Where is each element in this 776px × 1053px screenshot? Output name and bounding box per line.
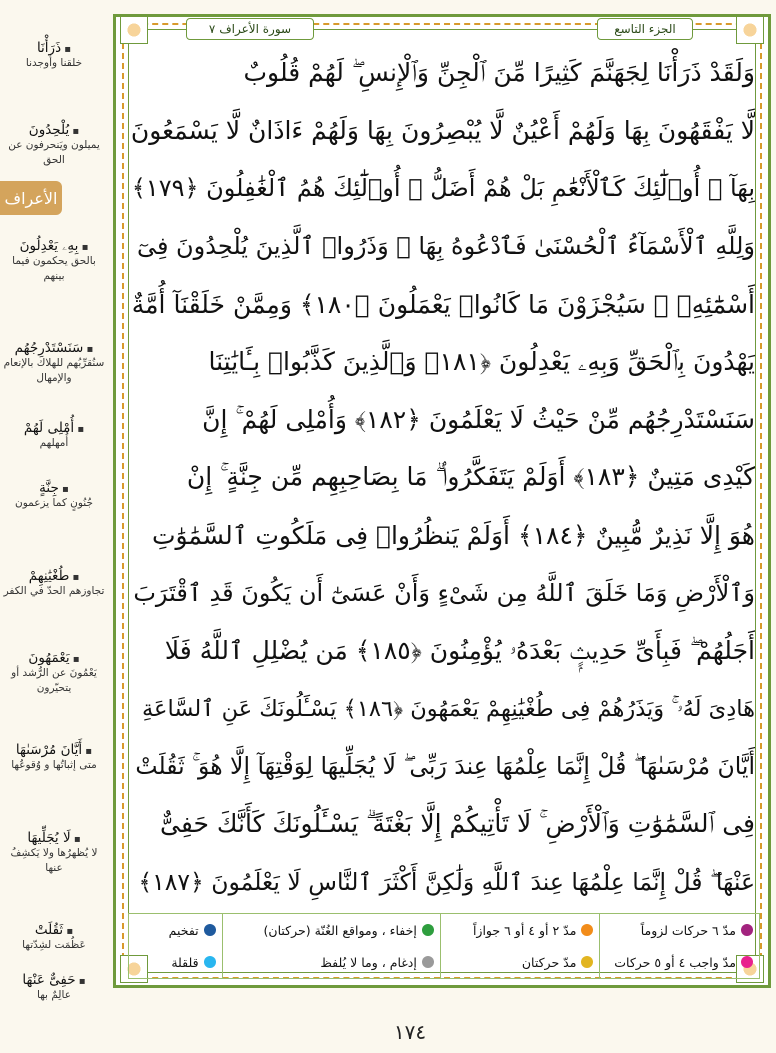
gloss-item (2, 420, 106, 451)
legend-column (599, 914, 759, 978)
legend-label: إخفاء ، ومواقع الغُنّة (حركتان) (263, 922, 417, 938)
gloss-meaning: تجاوزهم الحدّ في الكفر (3, 585, 105, 597)
legend-item (606, 955, 753, 970)
gloss-word: ▪ حَفِىٌّ عَنْهَا (2, 972, 106, 988)
gloss-meaning: يَعْمُونَ عن الرُّشد أو يتحيّرون (11, 667, 97, 695)
gloss-meaning: عالِمٌ بها (37, 989, 71, 1001)
corner-ornament-icon (120, 16, 148, 44)
verse-line (130, 102, 755, 160)
legend-item (447, 923, 594, 938)
verse-line (130, 853, 755, 911)
gloss-item (2, 238, 106, 284)
verse-text: أَجَلُهُمْ ۖ فَبِأَىِّ حَدِيثٍۭ بَعْدَهُۥ يُؤْمِنُونَ ﴿١٨٥﴾ مَن يُضْلِلِ ٱللَّهُ فَلَا (164, 635, 755, 665)
legend-item (229, 923, 434, 938)
gloss-item (2, 40, 106, 71)
verse-text: بِهَآ ۚ أُو۟لَٰٓئِكَ كَٱلْأَنْعَٰمِ بَلْ هُمْ أَضَلُّ ۚ أُو۟لَٰٓئِكَ هُمُ ٱلْغَٰفِلُونَ ﴿١٧٩﴾ (131, 174, 755, 203)
color-dot-icon (204, 924, 216, 936)
verse-text: كَيْدِى مَتِينٌ ﴿١٨٣﴾ أَوَلَمْ يَتَفَكَّرُوا۟ ۗ مَا بِصَاحِبِهِم مِّن جِنَّةٍ ۚ إِنْ (186, 462, 755, 492)
verse-text: سَنَسْتَدْرِجُهُم مِّنْ حَيْثُ لَا يَعْلَمُونَ ﴿١٨٢﴾ وَأُمْلِى لَهُمْ ۚ إِنَّ (202, 404, 755, 434)
verse-line (130, 333, 755, 391)
verse-text: أَسْمَٰٓئِهِۦ ۚ سَيُجْزَوْنَ مَا كَانُوا۟ يَعْمَلُونَ ﴿١٨٠﴾ وَمِمَّنْ خَلَقْنَآ أُمَّةٌ (131, 289, 755, 319)
verse-line (130, 622, 755, 680)
gloss-meaning: جُنُونٍ كما يزعمون (15, 497, 93, 509)
legend-label: تفخيم (168, 922, 199, 938)
corner-ornament-icon (736, 16, 764, 44)
gloss-item (2, 480, 106, 511)
gloss-word: ▪ ثَقُلَتْ (2, 922, 106, 938)
color-dot-icon (741, 924, 753, 936)
verse-line (130, 738, 755, 796)
gloss-word: ▪ سَنَسْتَدْرِجُهُم (2, 340, 106, 356)
gloss-meaning: سنُقرِّبُهم للهلاك بالإنعام والإمهال (3, 357, 105, 385)
gloss-word: ▪ أَيَّانَ مُرْسَىٰهَا (2, 742, 106, 758)
legend-label: مدّ حركتان (521, 954, 577, 970)
verse-text: لَّا يَفْقَهُونَ بِهَا وَلَهُمْ أَعْيُنٌ لَّا يُبْصِرُونَ بِهَا وَلَهُمْ ءَاذَانٌ لَّا يَسْمَعُونَ (130, 116, 755, 146)
color-dot-icon (741, 956, 753, 968)
gloss-word: ▪ جِنَّةٍ (2, 480, 106, 496)
gloss-word: ▪ طُغْيَٰنِهِمْ (2, 568, 106, 584)
surah-label: سورة الأعراف ٧ (186, 18, 314, 40)
verse-text: فِى ٱلسَّمَٰوَٰتِ وَٱلْأَرْضِ ۚ لَا تَأْتِيكُمْ إِلَّا بَغْتَةً ۗ يَسْـَٔلُونَكَ كَأَنَّكَ حَفِىٌّ (160, 809, 755, 839)
verse-text: يَهْدُونَ بِٱلْحَقِّ وَبِهِۦ يَعْدِلُونَ ﴿١٨١﴾ وَٱلَّذِينَ كَذَّبُوا۟ بِـَٔايَٰتِنَا (208, 346, 755, 376)
color-dot-icon (581, 924, 593, 936)
verse-line (130, 680, 755, 738)
page-number: ١٧٤ (393, 1020, 427, 1044)
legend-column (222, 914, 440, 978)
verse-block (130, 44, 755, 911)
gloss-meaning: عَظُمَت لشِدّتها (22, 939, 86, 951)
legend-label: قلقلة (171, 954, 199, 970)
legend-item (135, 923, 216, 938)
gloss-meaning: أُمهلهم (39, 437, 69, 449)
verse-line (130, 391, 755, 449)
gloss-item (2, 340, 106, 386)
verse-line (130, 795, 755, 853)
legend-item (447, 955, 594, 970)
verse-text: وَلِلَّهِ ٱلْأَسْمَآءُ ٱلْحُسْنَىٰ فَٱدْعُوهُ بِهَا ۖ وَذَرُوا۟ ٱلَّذِينَ يُلْحِدُونَ فِىٓ (136, 232, 755, 261)
gloss-word: ▪ يُلْحِدُونَ (2, 122, 106, 138)
legend-label: مدّ ٦ حركات لزوماً (640, 922, 736, 938)
verse-text: وَٱلْأَرْضِ وَمَا خَلَقَ ٱللَّهُ مِن شَىْءٍ وَأَنْ عَسَىٰٓ أَن يَكُونَ قَدِ ٱقْتَرَبَ (133, 579, 755, 608)
gloss-word: ▪ بِهِۦ يَعْدِلُونَ (2, 238, 106, 254)
color-dot-icon (581, 956, 593, 968)
verse-line (130, 44, 755, 102)
legend-item (606, 923, 753, 938)
verse-line (130, 160, 755, 218)
surah-tab: الأعراف (0, 181, 62, 215)
gloss-item (2, 830, 106, 876)
gloss-meaning: لا يُظهرُها ولا يَكشِفُ عنها (10, 847, 98, 875)
verse-text: أَيَّانَ مُرْسَىٰهَا ۖ قُلْ إِنَّمَا عِلْمُهَا عِندَ رَبِّى ۖ لَا يُجَلِّيهَا لِوَقْتِهَآ إِلَّا هُوَ ۚ ثَقُلَتْ (135, 752, 755, 781)
legend-column (129, 914, 222, 978)
gloss-meaning: يميلون ويَنحرفون عن الحق (8, 139, 100, 167)
gloss-word: ▪ يَعْمَهُونَ (2, 650, 106, 666)
gloss-item (2, 742, 106, 773)
color-dot-icon (422, 924, 434, 936)
verse-line (130, 506, 755, 564)
tajweed-legend (128, 913, 760, 979)
verse-text: عَنْهَا ۖ قُلْ إِنَّمَا عِلْمُهَا عِندَ ٱللَّهِ وَلَٰكِنَّ أَكْثَرَ ٱلنَّاسِ لَا يَعْلَمُونَ ﴿١٨٧﴾ (138, 868, 755, 897)
color-dot-icon (422, 956, 434, 968)
gloss-column (0, 30, 112, 1020)
gloss-item (2, 568, 106, 599)
gloss-word: ▪ لَا يُجَلِّيهَا (2, 830, 106, 846)
juz-label: الجزء التاسع (597, 18, 693, 40)
legend-item (135, 955, 216, 970)
gloss-item (2, 650, 106, 696)
legend-column (440, 914, 600, 978)
verse-line (130, 217, 755, 275)
gloss-item (2, 122, 106, 168)
gloss-meaning: متى إثباتُها و وُقوعُها (11, 759, 97, 771)
gloss-word: ▪ ذَرَأْنَا (2, 40, 106, 56)
legend-label: إدغام ، وما لا يُلفظ (320, 954, 417, 970)
legend-label: مدّ واجب ٤ أو ٥ حركات (614, 954, 736, 970)
gloss-meaning: بالحق يحكمون فيما بينهم (12, 255, 96, 283)
gloss-word: ▪ أُمْلِى لَهُمْ (2, 420, 106, 436)
verse-text: هُوَ إِلَّا نَذِيرٌ مُّبِينٌ ﴿١٨٤﴾ أَوَلَمْ يَنظُرُوا۟ فِى مَلَكُوتِ ٱلسَّمَٰوَٰتِ (151, 520, 755, 550)
gloss-item (2, 972, 106, 1003)
legend-label: مدّ ٢ أو ٤ أو ٦ جوازاً (472, 922, 577, 938)
verse-text: هَادِىَ لَهُۥ ۚ وَيَذَرُهُمْ فِى طُغْيَٰنِهِمْ يَعْمَهُونَ ﴿١٨٦﴾ يَسْـَٔلُونَكَ عَنِ ٱلسَّاعَةِ (141, 695, 755, 722)
gloss-item (2, 922, 106, 953)
color-dot-icon (204, 956, 216, 968)
verse-line (130, 564, 755, 622)
gloss-meaning: خلقنا وأوجدنا (25, 57, 83, 69)
verse-line (130, 449, 755, 507)
verse-line (130, 275, 755, 333)
verse-text: وَلَقَدْ ذَرَأْنَا لِجَهَنَّمَ كَثِيرًا مِّنَ ٱلْجِنِّ وَٱلْإِنسِ ۖ لَهُمْ قُلُوبٌ (243, 57, 755, 87)
legend-item (229, 955, 434, 970)
